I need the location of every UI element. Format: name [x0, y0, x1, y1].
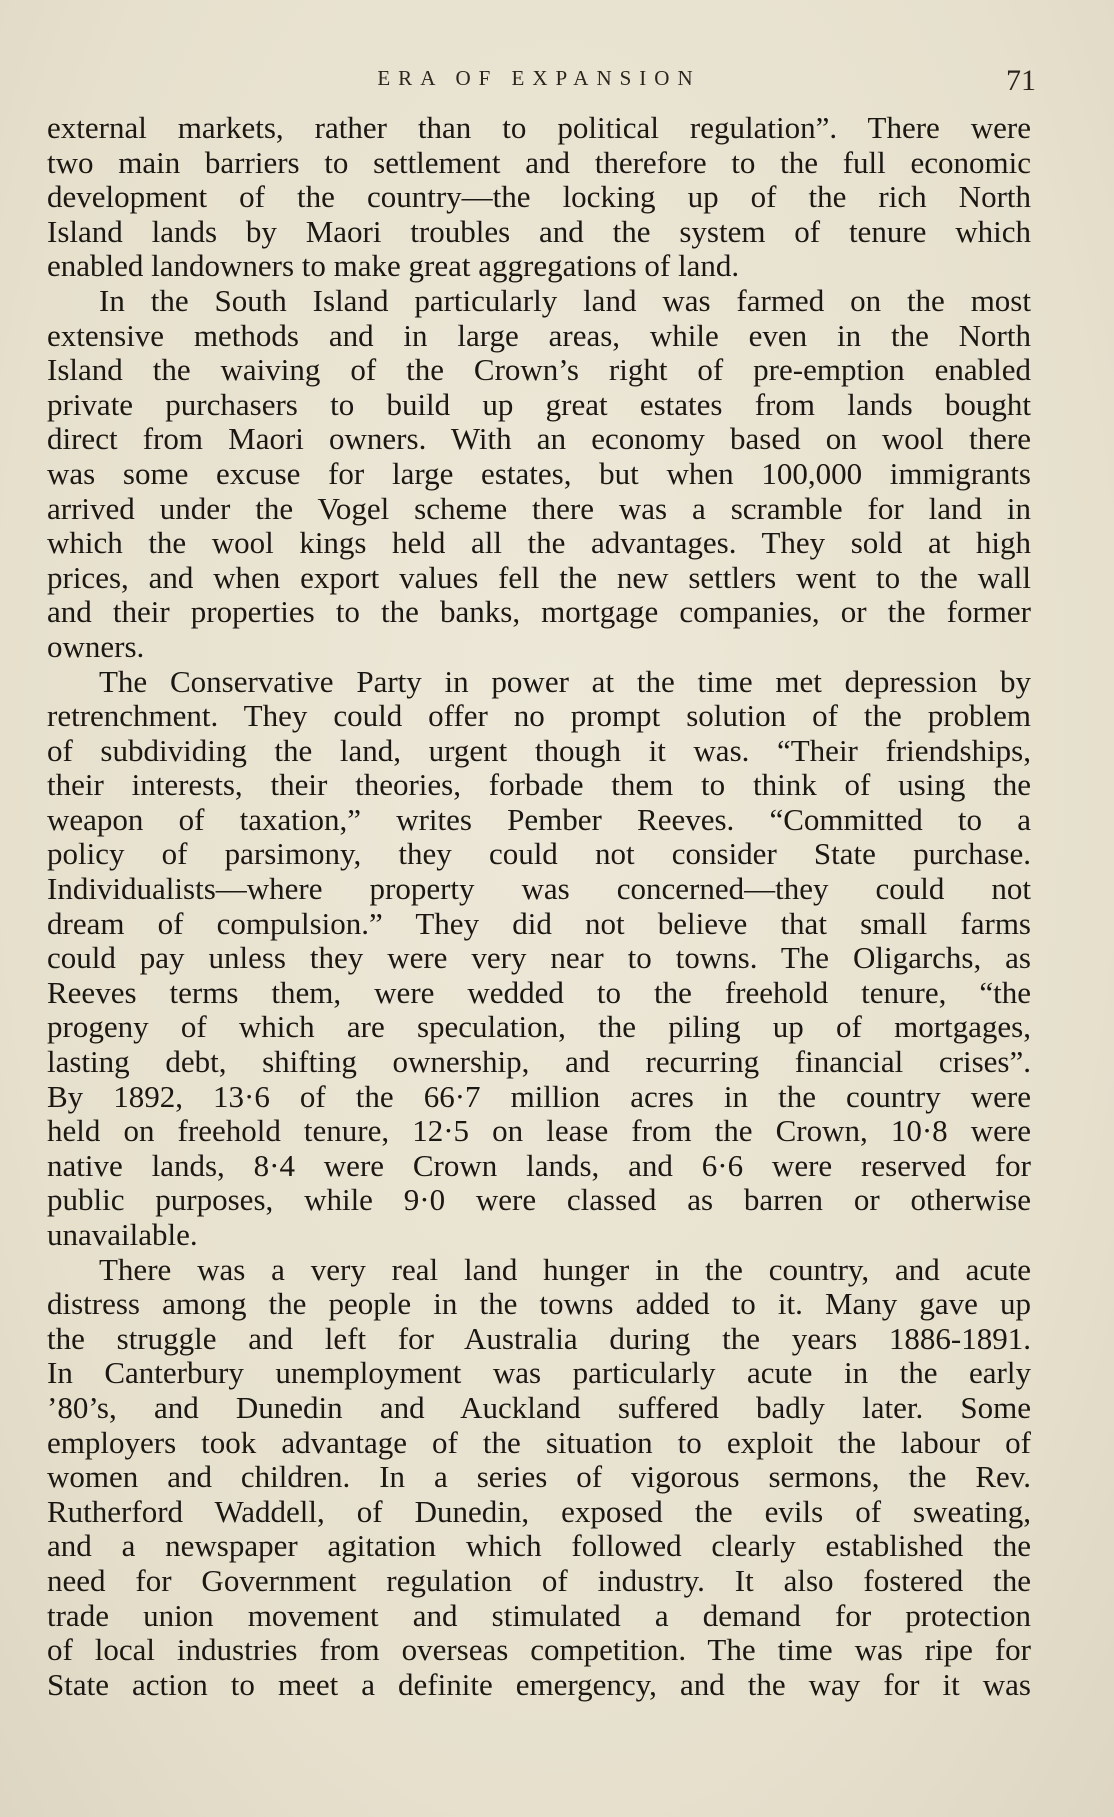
text-line: need for Government regulation of industry. It also fostered the — [47, 1562, 1031, 1598]
text-line: employers took advantage of the situation to exploit the labour of — [47, 1424, 1031, 1460]
text-line: The Conservative Party in power at the time met depression by — [99, 663, 1031, 699]
text-line: distress among the people in the towns added to it. Many gave up — [47, 1286, 1031, 1322]
text-line: and a newspaper agitation which followed clearly established the — [47, 1528, 1031, 1564]
text-line: two main barriers to settlement and therefore to the full economic — [47, 144, 1031, 180]
text-line: Individualists—where property was concerned—they could not — [47, 871, 1031, 907]
text-line: of local industries from overseas competition. The time was ripe for — [47, 1632, 1031, 1668]
text-line: enabled landowners to make great aggregations of land. — [47, 248, 740, 284]
text-line: prices, and when export values fell the new settlers went to the wall — [47, 559, 1031, 595]
text-line: native lands, 8·4 were Crown lands, and 6·6 were reserved for — [47, 1147, 1031, 1183]
text-line: dream of compulsion.” They did not believe that small farms — [47, 905, 1031, 941]
text-line: weapon of taxation,” writes Pember Reeves. “Committed to a — [47, 801, 1031, 837]
running-head — [44, 64, 1034, 96]
text-line: trade union movement and stimulated a demand for protection — [47, 1597, 1031, 1633]
text-line: arrived under the Vogel scheme there was a scramble for land in — [47, 490, 1031, 526]
text-line: extensive methods and in large areas, while even in the North — [47, 317, 1031, 353]
text-line: their interests, their theories, forbade them to think of using the — [47, 767, 1031, 803]
text-line: State action to meet a definite emergency, and the way for it was — [47, 1666, 1031, 1702]
text-line: external markets, rather than to political regulation”. There were — [47, 110, 1031, 145]
text-line: and their properties to the banks, mortgage companies, or the former — [47, 594, 1031, 630]
body-text — [47, 111, 1031, 1702]
text-line: women and children. In a series of vigorous sermons, the Rev. — [47, 1459, 1031, 1495]
text-line: direct from Maori owners. With an economy based on wool there — [47, 421, 1031, 457]
text-line: was some excuse for large estates, but when 100,000 immigrants — [47, 455, 1031, 491]
text-line: Island lands by Maori troubles and the system of tenure which — [47, 213, 1031, 249]
text-line: development of the country—the locking up of the rich North — [47, 179, 1031, 215]
page-number: 71 — [1006, 64, 1036, 97]
text-line: progeny of which are speculation, the piling up of mortgages, — [47, 1009, 1031, 1045]
text-line: Island the waiving of the Crown’s right of pre-emption enabled — [47, 352, 1031, 388]
text-line: which the wool kings held all the advantages. They sold at high — [47, 525, 1031, 561]
text-line: policy of parsimony, they could not consider State purchase. — [47, 836, 1031, 872]
text-line: In the South Island particularly land was farmed on the most — [99, 282, 1031, 318]
text-line: lasting debt, shifting ownership, and recurring financial crises”. — [47, 1044, 1031, 1080]
text-line: Reeves terms them, were wedded to the freehold tenure, “the — [47, 974, 1031, 1010]
text-line: held on freehold tenure, 12·5 on lease from the Crown, 10·8 were — [47, 1113, 1031, 1149]
text-line: Rutherford Waddell, of Dunedin, exposed the evils of sweating, — [47, 1493, 1031, 1529]
text-line: In Canterbury unemployment was particularly acute in the early — [47, 1355, 1031, 1391]
text-line: unavailable. — [47, 1217, 198, 1252]
text-line: ’80’s, and Dunedin and Auckland suffered badly later. Some — [47, 1389, 1031, 1425]
running-title: ERA OF EXPANSION — [377, 66, 701, 90]
text-line: private purchasers to build up great estates from lands bought — [47, 386, 1031, 422]
text-line: retrenchment. They could offer no prompt solution of the problem — [47, 698, 1031, 734]
text-line: public purposes, while 9·0 were classed as barren or otherwise — [47, 1182, 1031, 1218]
text-line: of subdividing the land, urgent though it was. “Their friendships, — [47, 732, 1031, 768]
text-line: There was a very real land hunger in the country, and acute — [99, 1251, 1031, 1287]
text-line: could pay unless they were very near to towns. The Oligarchs, as — [47, 940, 1031, 976]
text-line: owners. — [47, 628, 145, 664]
text-line: By 1892, 13·6 of the 66·7 million acres in the country were — [47, 1078, 1031, 1114]
text-line: the struggle and left for Australia during the years 1886-1891. — [47, 1320, 1031, 1356]
